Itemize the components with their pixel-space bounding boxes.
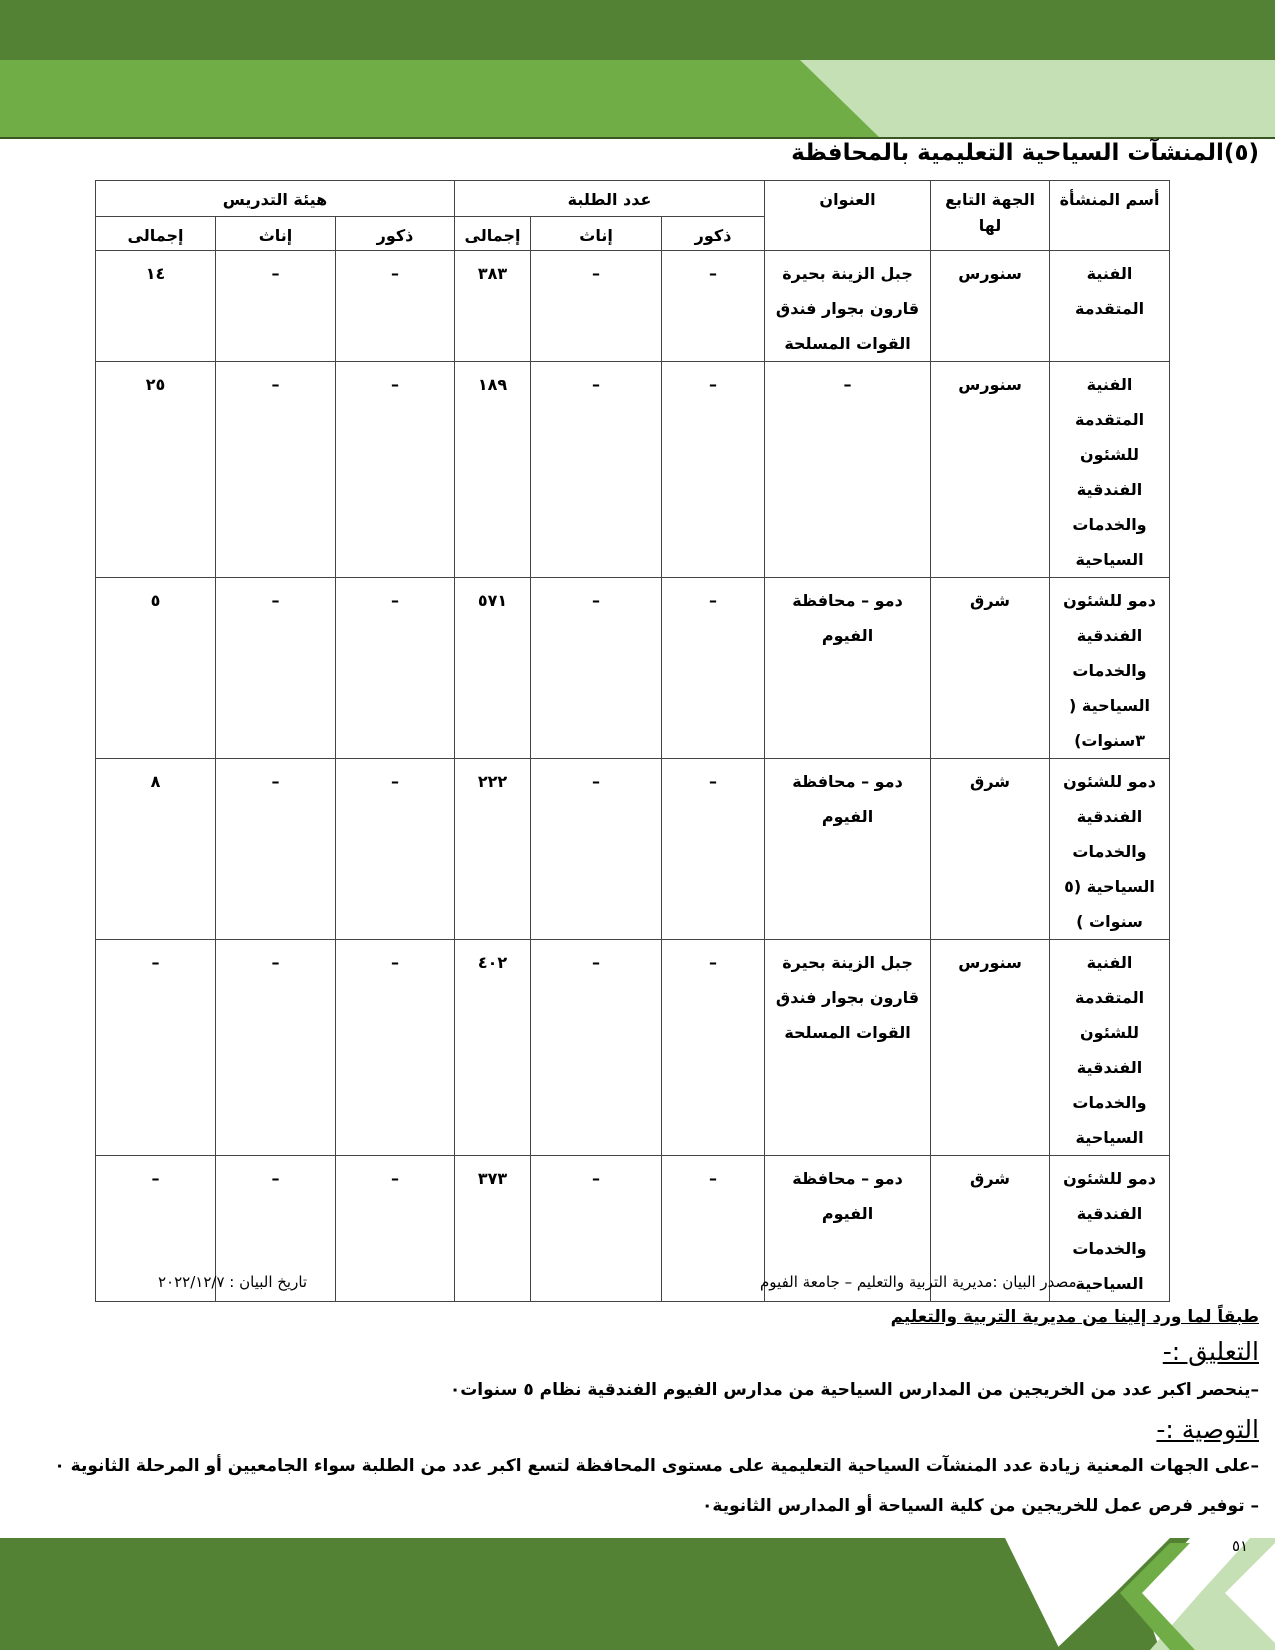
header-students-total: إجمالى xyxy=(455,217,531,251)
students-females: – xyxy=(531,1156,662,1302)
facility-address: – xyxy=(765,362,931,578)
header-band-dark xyxy=(0,0,1275,60)
staff-total: ٥ xyxy=(96,578,216,759)
students-total: ٥٧١ xyxy=(455,578,531,759)
staff-total: ٢٥ xyxy=(96,362,216,578)
facility-name: دمو للشئون الفندقية والخدمات السياحية ( ٣سنوات) xyxy=(1050,578,1170,759)
table-row xyxy=(96,362,1170,578)
header-students: عدد الطلبة xyxy=(455,181,765,217)
facility-authority: سنورس xyxy=(931,362,1050,578)
table-row xyxy=(96,578,1170,759)
staff-males: – xyxy=(336,1156,455,1302)
footer-banner xyxy=(0,1538,1275,1650)
staff-males: – xyxy=(336,940,455,1156)
staff-males: – xyxy=(336,251,455,362)
students-males: – xyxy=(662,1156,765,1302)
facility-name: دمو للشئون الفندقية والخدمات السياحية (٥ سنوات ) xyxy=(1050,759,1170,940)
header-authority: الجهة التابع لها xyxy=(931,181,1050,251)
header-staff-total: إجمالى xyxy=(96,217,216,251)
students-total: ٢٢٢ xyxy=(455,759,531,940)
staff-total: – xyxy=(96,1156,216,1302)
header-staff: هيئة التدريس xyxy=(96,181,455,217)
page-number: ٥١ xyxy=(1232,1537,1249,1555)
students-females: – xyxy=(531,759,662,940)
staff-males: – xyxy=(336,578,455,759)
facility-authority: شرق xyxy=(931,759,1050,940)
header-staff-males: ذكور xyxy=(336,217,455,251)
facility-authority: شرق xyxy=(931,578,1050,759)
recommendation-heading: التوصية :- xyxy=(1156,1415,1259,1444)
facility-address: دمو – محافظة الفيوم xyxy=(765,759,931,940)
students-males: – xyxy=(662,759,765,940)
staff-total: – xyxy=(96,940,216,1156)
recommendation-2: – توفير فرص عمل للخريجين من كلية السياحة أو المدارس الثانوية٠ xyxy=(702,1496,1259,1516)
data-date: تاريخ البيان : ٢٠٢٢/١٢/٧ xyxy=(158,1273,308,1291)
students-females: – xyxy=(531,251,662,362)
header-students-males: ذكور xyxy=(662,217,765,251)
facility-address: دمو – محافظة الفيوم xyxy=(765,578,931,759)
staff-females: – xyxy=(216,251,336,362)
students-males: – xyxy=(662,940,765,1156)
data-source: مصدر البيان :مديرية التربية والتعليم – جامعة الفيوم xyxy=(760,1273,1077,1291)
students-males: – xyxy=(662,578,765,759)
staff-males: – xyxy=(336,362,455,578)
staff-females: – xyxy=(216,578,336,759)
students-females: – xyxy=(531,578,662,759)
facilities-table xyxy=(95,180,1170,1302)
header-name: أسم المنشأة xyxy=(1050,181,1170,251)
facility-address: جبل الزينة بحيرة قارون بجوار فندق القوات المسلحة xyxy=(765,940,931,1156)
header-divider xyxy=(0,137,1275,139)
students-total: ٣٧٣ xyxy=(455,1156,531,1302)
staff-females: – xyxy=(216,1156,336,1302)
comment-heading: التعليق :- xyxy=(1162,1337,1259,1366)
facility-authority: سنورس xyxy=(931,940,1050,1156)
students-males: – xyxy=(662,362,765,578)
source-note: طبقاً لما ورد إلينا من مديرية التربية والتعليم xyxy=(890,1307,1259,1327)
comment-text: –ينحصر اكبر عدد من الخريجين من المدارس السياحية من مدارس الفيوم الفندقية نظام ٥ سنوات٠ xyxy=(449,1380,1259,1400)
facility-name: الفنية المتقدمة للشئون الفندقية والخدمات السياحية xyxy=(1050,362,1170,578)
students-females: – xyxy=(531,362,662,578)
table-row xyxy=(96,940,1170,1156)
students-total: ٤٠٢ xyxy=(455,940,531,1156)
staff-females: – xyxy=(216,940,336,1156)
facility-authority: شرق xyxy=(931,1156,1050,1302)
staff-total: ٨ xyxy=(96,759,216,940)
facility-address: دمو – محافظة الفيوم xyxy=(765,1156,931,1302)
table-row xyxy=(96,251,1170,362)
table-row xyxy=(96,759,1170,940)
facility-name: الفنية المتقدمة xyxy=(1050,251,1170,362)
students-males: – xyxy=(662,251,765,362)
facility-name: الفنية المتقدمة للشئون الفندقية والخدمات السياحية xyxy=(1050,940,1170,1156)
staff-total: ١٤ xyxy=(96,251,216,362)
facility-authority: سنورس xyxy=(931,251,1050,362)
recommendation-1: –على الجهات المعنية زيادة عدد المنشآت السياحية التعليمية على مستوى المحافظة لتسع اكبر عدد من الطلبة سواء الجامعيين أو المرحلة الثانوية ٠ xyxy=(54,1456,1259,1476)
facility-address: جبل الزينة بحيرة قارون بجوار فندق القوات المسلحة xyxy=(765,251,931,362)
students-total: ١٨٩ xyxy=(455,362,531,578)
students-total: ٣٨٣ xyxy=(455,251,531,362)
header-staff-females: إناث xyxy=(216,217,336,251)
header-students-females: إناث xyxy=(531,217,662,251)
students-females: – xyxy=(531,940,662,1156)
header-address: العنوان xyxy=(765,181,931,251)
staff-females: – xyxy=(216,362,336,578)
staff-males: – xyxy=(336,759,455,940)
facility-name: دمو للشئون الفندقية والخدمات السياحية xyxy=(1050,1156,1170,1302)
page-title: (٥)المنشآت السياحية التعليمية بالمحافظة xyxy=(791,140,1259,166)
header-decoration xyxy=(0,60,1275,138)
staff-females: – xyxy=(216,759,336,940)
